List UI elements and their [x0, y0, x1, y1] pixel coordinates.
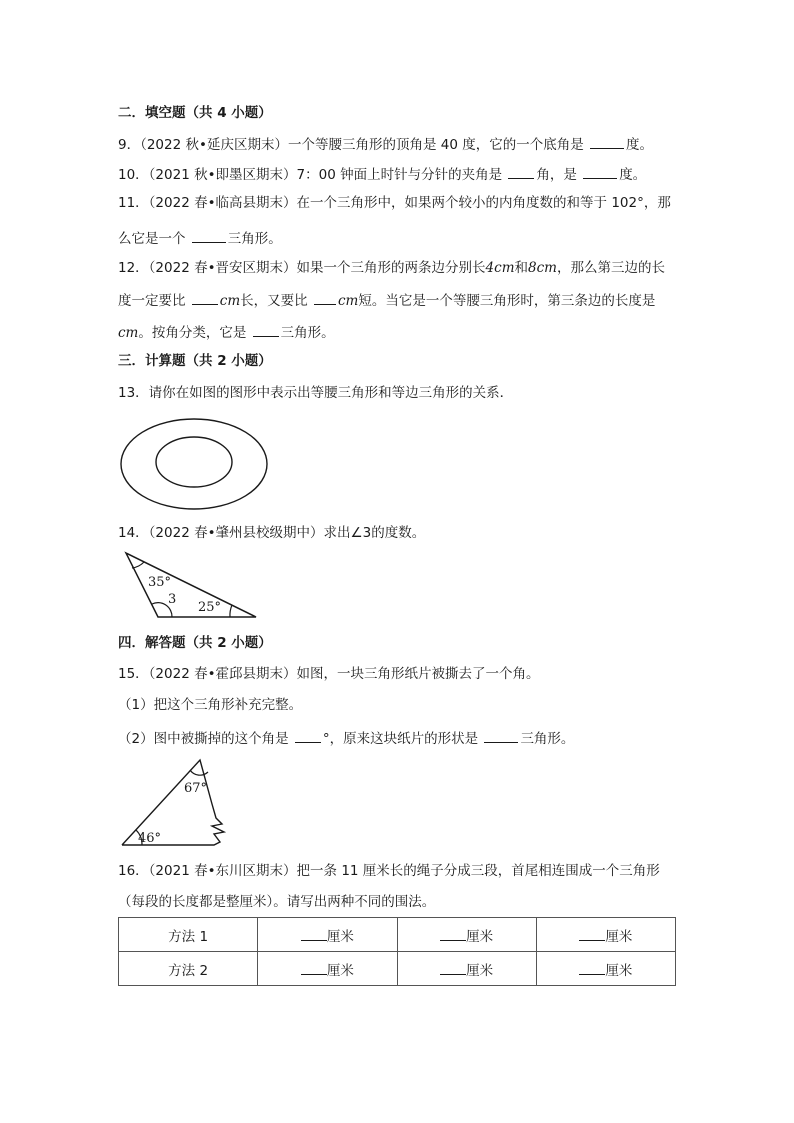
- question-16-line2: （每段的长度都是整厘米）。请写出两种不同的围法。: [118, 894, 436, 910]
- answer-cell[interactable]: [397, 952, 536, 986]
- q12-text-c: 度一定要比: [118, 293, 190, 309]
- question-9: [118, 134, 653, 154]
- q9-stem: 9．（2022 秋•延庆区期末）一个等腰三角形的顶角是 40 度，它的一个底角是: [118, 137, 589, 153]
- q10-tail: 度。: [619, 167, 647, 183]
- q12-blank-2[interactable]: [314, 290, 336, 305]
- q12-unit-1: cm: [494, 260, 515, 276]
- q12-unit-3: cm: [219, 293, 241, 309]
- q12-unit-2: cm: [536, 260, 557, 276]
- q12-blank-3[interactable]: [253, 322, 279, 337]
- question-10: [118, 164, 646, 184]
- unit-label: 厘米: [326, 928, 354, 945]
- q12-unit-4: cm: [337, 293, 359, 309]
- q12-unit-5: cm: [118, 325, 139, 341]
- q15-blank-2[interactable]: [484, 728, 518, 743]
- question-16-line1: 16．（2021 春•东川区期末）把一条 11 厘米长的绳子分成三段，首尾相连围成一个三角形: [118, 863, 660, 879]
- answer-cell[interactable]: [536, 918, 675, 952]
- q10-stem: 10．（2021 秋•即墨区期末）7：00 钟面上时针与分针的夹角是: [118, 167, 507, 183]
- q14-label-3: 3: [168, 592, 177, 607]
- section-heading-answer: 四．解答题（共 2 小题）: [118, 635, 272, 651]
- q14-angle-arc-right: [230, 605, 232, 617]
- q10-mid: 角，是: [536, 167, 582, 183]
- q16-answer-table: [118, 917, 676, 986]
- q15-label-67: 67°: [184, 781, 208, 796]
- question-12-line2: [118, 290, 655, 310]
- answer-blank[interactable]: [301, 960, 327, 975]
- q15-text-b: °，原来这块纸片的形状是: [322, 731, 483, 747]
- section-heading-fill-blank: 二．填空题（共 4 小题）: [118, 105, 272, 121]
- question-15-part-1: （1）把这个三角形补充完整。: [118, 697, 303, 713]
- method-label: 方法 2: [119, 952, 258, 986]
- question-14: 14．（2022 春•肇州县校级期中）求出∠3的度数。: [118, 525, 426, 541]
- q15-torn-triangle-figure: [118, 756, 242, 850]
- question-11-line1: 11．（2022 春•临高县期末）在一个三角形中，如果两个较小的内角度数的和等于 102°，那: [118, 195, 671, 211]
- answer-blank[interactable]: [440, 926, 466, 941]
- answer-cell[interactable]: [258, 918, 397, 952]
- question-12-line3: [118, 322, 335, 342]
- table-row: [119, 952, 676, 986]
- answer-blank[interactable]: [579, 926, 605, 941]
- answer-cell[interactable]: [258, 952, 397, 986]
- q14-triangle-figure: [118, 548, 262, 622]
- q12-value-1: 4: [485, 260, 495, 276]
- q15-label-46: 46°: [138, 831, 162, 846]
- q12-text-e: 短。当它是一个等腰三角形时，第三条边的长度是: [358, 293, 656, 309]
- answer-blank[interactable]: [301, 926, 327, 941]
- unit-label: 厘米: [326, 962, 354, 979]
- q11-text-a: 么它是一个: [118, 231, 190, 247]
- q12-value-2: 8: [528, 260, 537, 276]
- q12-text-a: 12．（2022 春•晋安区期末）如果一个三角形的两条边分别长: [118, 260, 486, 276]
- q14-angle-arc-top: [132, 562, 144, 568]
- q14-label-35: 35°: [148, 575, 172, 590]
- unit-label: 厘米: [466, 928, 494, 945]
- q9-tail: 度。: [626, 137, 654, 153]
- q12-and: 和: [514, 260, 529, 276]
- q15-angle-arc-top: [190, 770, 208, 775]
- q15-blank-1[interactable]: [295, 728, 321, 743]
- question-13: 13．请你在如图的图形中表示出等腰三角形和等边三角形的关系．: [118, 385, 514, 401]
- answer-cell[interactable]: [397, 918, 536, 952]
- q10-blank-2[interactable]: [583, 164, 617, 179]
- q10-blank-1[interactable]: [508, 164, 534, 179]
- table-row: [119, 918, 676, 952]
- q15-text-c: 三角形。: [520, 731, 575, 747]
- unit-label: 厘米: [466, 962, 494, 979]
- q12-blank-1[interactable]: [192, 290, 218, 305]
- unit-label: 厘米: [605, 962, 633, 979]
- question-15-part-2: [118, 728, 574, 748]
- method-label: 方法 1: [119, 918, 258, 952]
- q13-nested-ellipses-figure[interactable]: [118, 416, 270, 512]
- answer-cell[interactable]: [536, 952, 675, 986]
- unit-label: 厘米: [605, 928, 633, 945]
- question-15: 15．（2022 春•霍邱县期末）如图，一块三角形纸片被撕去了一个角。: [118, 666, 540, 682]
- q12-text-g: 三角形。: [280, 325, 335, 341]
- q11-blank[interactable]: [192, 228, 226, 243]
- q14-triangle: [126, 553, 256, 617]
- question-12-line1: [118, 259, 665, 277]
- outer-ellipse: [121, 419, 267, 509]
- q12-text-d: 长，又要比: [240, 293, 312, 309]
- answer-blank[interactable]: [440, 960, 466, 975]
- q15-text-a: （2）图中被撕掉的这个角是: [118, 731, 293, 747]
- q14-label-25: 25°: [198, 600, 222, 615]
- inner-ellipse: [156, 437, 232, 487]
- q12-text-b: ，那么第三边的长: [556, 260, 665, 276]
- q12-text-f: 。按角分类，它是: [138, 325, 251, 341]
- question-11-line2: [118, 228, 282, 248]
- q11-text-b: 三角形。: [227, 231, 282, 247]
- q9-blank[interactable]: [590, 134, 624, 149]
- answer-blank[interactable]: [579, 960, 605, 975]
- section-heading-calculation: 三．计算题（共 2 小题）: [118, 353, 272, 369]
